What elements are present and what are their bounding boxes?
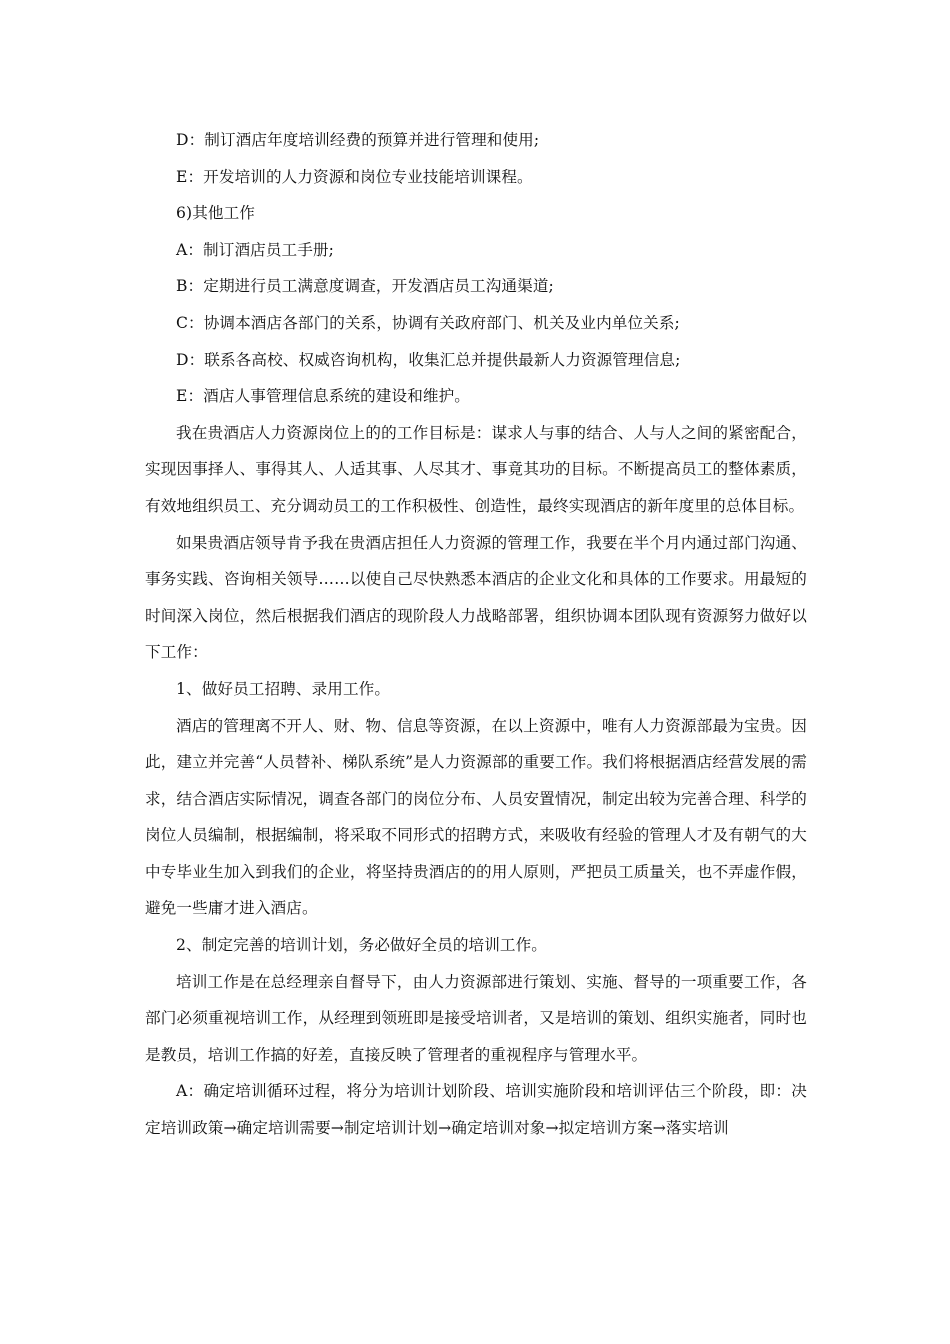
section-heading-training: 2、制定完善的培训计划，务必做好全员的培训工作。 [176, 936, 547, 955]
paragraph-plan: 如果贵酒店领导肯予我在贵酒店担任人力资源的管理工作，我要在半个月内通过部门沟通、事务实践、咨询相关领导……以使自己尽快熟悉本酒店的企业文化和具体的工作要求。用最短的时间深入岗位，然后根据我们酒店的现阶段人力战略部署，组织协调本团队现有资源努力做好以下工作： [145, 533, 807, 662]
document-body [145, 122, 807, 1147]
paragraph-recruitment: 酒店的管理离不开人、财、物、信息等资源，在以上资源中，唯有人力资源部最为宝贵。因此，建立并完善“人员替补、梯队系统”是人力资源部的重要工作。我们将根据酒店经营发展的需求，结合酒店实际情况，调查各部门的岗位分布、人员安置情况，制定出较为完善合理、科学的岗位人员编制，根据编制，将采取不同形式的招聘方式，来吸收有经验的管理人才及有朝气的大中专毕业生加入到我们的企业，将坚持贵酒店的的用人原则，严把员工质量关，也不弄虚作假，避免一些庸才进入酒店。 [145, 716, 807, 918]
section-heading-other-work: 6)其他工作 [176, 204, 255, 223]
paragraph-training: 培训工作是在总经理亲自督导下，由人力资源部进行策划、实施、督导的一项重要工作，各部门必须重视培训工作，从经理到领班即是接受培训者，又是培训的策划、组织实施者，同时也是教员，培训工作搞的好差，直接反映了管理者的重视程序与管理水平。 [145, 972, 807, 1064]
list-item-e-courses: E：开发培训的人力资源和岗位专业技能培训课程。 [176, 167, 533, 186]
list-item-d-contacts: D：联系各高校、权威咨询机构，收集汇总并提供最新人力资源管理信息; [176, 350, 681, 369]
list-item-d-budget: D：制订酒店年度培训经费的预算并进行管理和使用; [176, 131, 540, 149]
list-item-c-coordination: C：协调本酒店各部门的关系，协调有关政府部门、机关及业内单位关系; [176, 313, 680, 332]
paragraph-training-cycle: A：确定培训循环过程，将分为培训计划阶段、培训实施阶段和培训评估三个阶段，即：决定培训政策→确定培训需要→制定培训计划→确定培训对象→拟定培训方案→落实培训 [145, 1082, 807, 1138]
paragraph-work-goal: 我在贵酒店人力资源岗位上的的工作目标是：谋求人与事的结合、人与人之间的紧密配合，实现因事择人、事得其人、人适其事、人尽其才、事竟其功的目标。不断提高员工的整体素质，有效地组织员工、充分调动员工的工作积极性、创造性，最终实现酒店的新年度里的总体目标。 [145, 423, 807, 515]
list-item-e-system: E：酒店人事管理信息系统的建设和维护。 [176, 387, 470, 406]
list-item-b-survey: B：定期进行员工满意度调查，开发酒店员工沟通渠道; [176, 277, 554, 296]
section-heading-recruitment: 1、做好员工招聘、录用工作。 [176, 679, 391, 698]
list-item-a-handbook: A：制订酒店员工手册; [176, 240, 334, 259]
